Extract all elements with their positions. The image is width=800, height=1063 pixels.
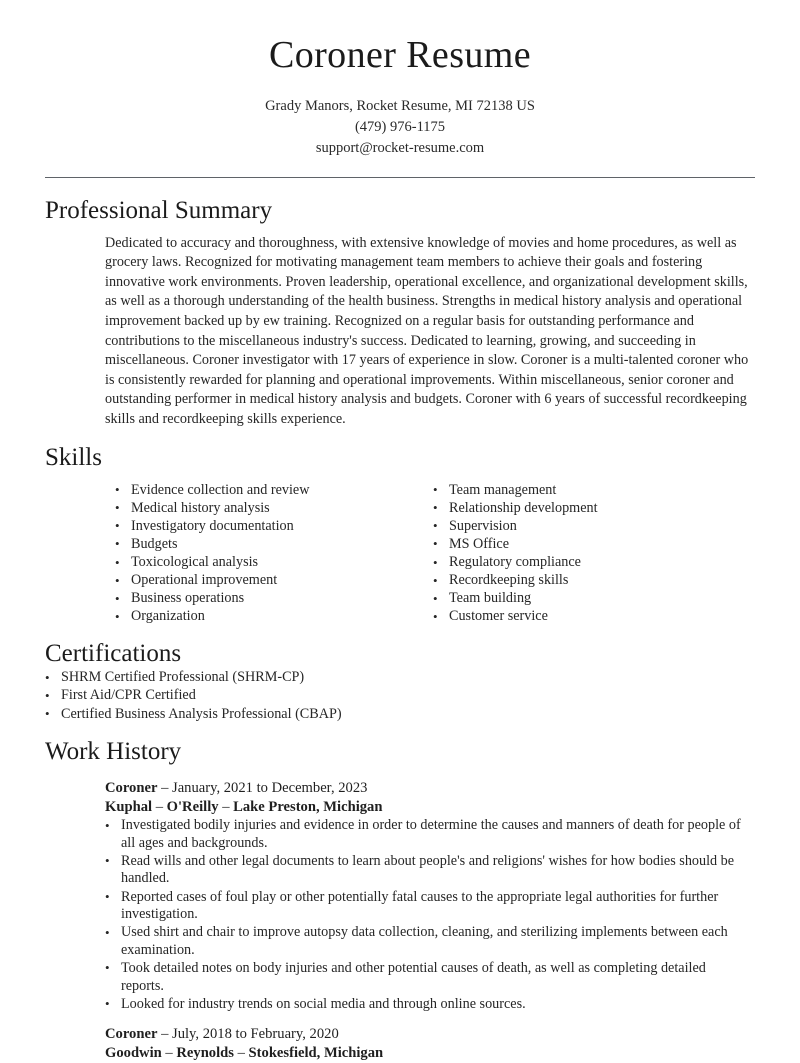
job-employer-rest: O'Reilly [166,799,219,816]
contact-email: support@rocket-resume.com [315,139,485,156]
job-dash: – [152,799,167,816]
job-dash: – [157,1026,173,1043]
skills-column-right [433,482,751,627]
list-item: • Supervision [433,518,751,536]
section-heading-summary: Professional Summary [45,196,273,224]
job-employer: Kuphal [105,799,153,816]
list-item: • Certified Business Analysis Professional (CBAP) [45,706,755,724]
job-dash: – [161,1045,177,1062]
list-item: • Operational improvement [115,572,433,590]
list-item: • Toxicological analysis [115,554,433,572]
section-heading-work-history: Work History [45,738,182,766]
job-employer-rest: Reynolds [176,1045,234,1062]
job-location: Stokesfield, Michigan [248,1045,384,1062]
list-item: • Evidence collection and review [115,482,433,500]
list-item: • First Aid/CPR Certified [45,687,755,705]
header-divider [45,177,755,178]
list-item: • Read wills and other legal documents to learn about people's and religions' wishes for how bodies should be handled. [105,853,750,888]
job-role: Coroner [105,1026,158,1043]
job-dash: – [218,799,234,816]
work-history-entry [105,779,755,1013]
list-item: • Looked for industry trends on social media and through online sources. [105,996,750,1014]
job-employer-line [105,1044,755,1063]
job-dash: – [233,1045,249,1062]
job-employer: Goodwin [105,1045,162,1062]
job-title-line [105,779,755,798]
job-location: Lake Preston, Michigan [233,799,383,816]
job-role: Coroner [105,780,158,797]
work-history-entry [105,1025,755,1063]
list-item: • Relationship development [433,500,751,518]
list-item: • Team building [433,590,751,608]
contact-phone: (479) 976-1175 [354,118,446,135]
list-item: • Used shirt and chair to improve autopsy data collection, cleaning, and sterilizing implements between each examination. [105,924,750,959]
list-item: • MS Office [433,536,751,554]
list-item: • SHRM Certified Professional (SHRM-CP) [45,669,755,687]
contact-address: Grady Manors, Rocket Resume, MI 72138 US [265,97,535,114]
list-item: • Recordkeeping skills [433,572,751,590]
section-skills [0,443,800,627]
list-item: • Organization [115,608,433,626]
job-title-line [105,1025,755,1044]
section-professional-summary [0,196,800,430]
section-heading-certifications: Certifications [45,640,182,668]
skills-columns [115,482,755,627]
list-item: • Reported cases of foul play or other potentially fatal causes to the appropriate legal authorities for further investigation. [105,889,750,924]
list-item: • Medical history analysis [115,500,433,518]
list-item: • Customer service [433,608,751,626]
resume-header [0,0,800,159]
job-dates: January, 2021 to December, 2023 [172,780,368,797]
certifications-list [45,669,755,723]
job-dates: July, 2018 to February, 2020 [172,1026,339,1043]
job-dash: – [157,780,173,797]
page-title: Coroner Resume [268,34,532,76]
summary-paragraph: Dedicated to accuracy and thoroughness, with extensive knowledge of movies and home procedures, as well as grocery laws. Recognized for motivating management team members to achieve their goals and fostering innovative work environments. Proven leadership, operational excellence, and organizational development skills, as well as a thorough understanding of the health business. Strengths in medical history analysis and operational improvement backed up by ew training. Recognized on a regular basis for outstanding performance and contributions to the miscellaneous industry's success. Dedicated to learning, growing, and succeeding in miscellaneous. Coroner investigator with 17 years of experience in slow. Coroner is a multi-talented coroner who is consistently rewarded for planning and operational improvements. Within miscellaneous, senior coroner and outstanding performer in medical history analysis and budgets. Coroner with 6 years of successful recordkeeping skills and recordkeeping skills experience. [105,234,749,428]
list-item: • Team management [433,482,751,500]
job-responsibilities [105,817,750,1013]
list-item: • Budgets [115,536,433,554]
section-certifications [0,639,800,723]
list-item: • Regulatory compliance [433,554,751,572]
skills-column-left [115,482,433,627]
job-employer-line [105,798,755,817]
list-item: • Investigatory documentation [115,518,433,536]
list-item: • Investigated bodily injuries and evidence in order to determine the causes and manners of death for people of all ages and backgrounds. [105,817,750,852]
section-heading-skills: Skills [45,443,102,471]
section-work-history [0,737,800,1063]
list-item: • Took detailed notes on body injuries and other potential causes of death, as well as completing detailed reports. [105,960,750,995]
list-item: • Business operations [115,590,433,608]
